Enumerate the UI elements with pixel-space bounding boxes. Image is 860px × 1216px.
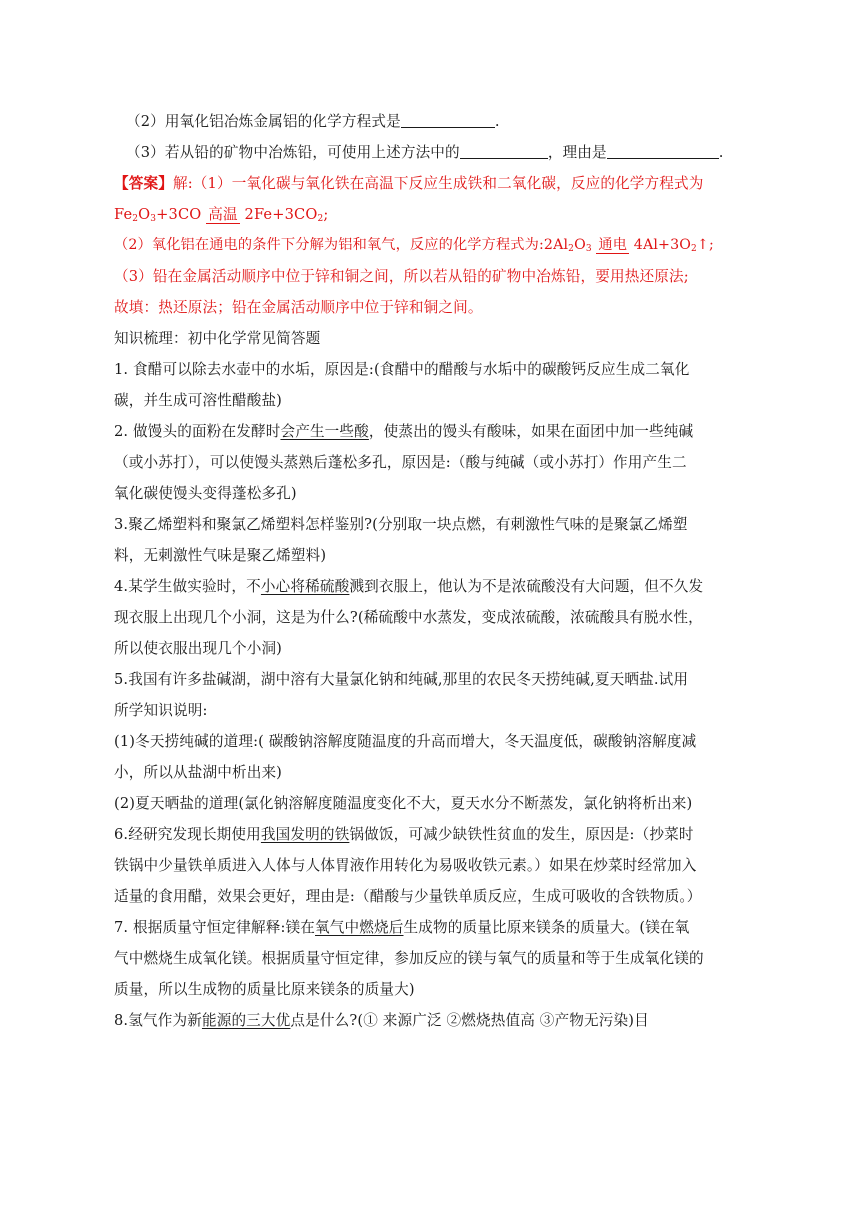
answer-tag: 【答案】 — [114, 175, 173, 192]
item-text: 生成物的质量比原来镁条的质量大。(镁在氧 — [403, 919, 690, 936]
item-text: 4.某学生做实验时，不 — [114, 578, 261, 595]
underlined-text: 小心将稀硫酸 — [260, 578, 350, 595]
item-6-line — [114, 819, 744, 850]
item-6-line — [114, 881, 744, 912]
item-text: 质量，所以生成物的质量比原来镁条的质量大) — [114, 981, 415, 998]
reaction-condition: 高温 — [208, 206, 238, 223]
answer-blank[interactable] — [607, 143, 719, 159]
question-3-mid: ，理由是 — [547, 144, 607, 161]
answer-text-1: 解:（1）一氧化碳与氧化铁在高温下反应生成铁和二氧化碳，反应的化学方程式为 — [172, 175, 704, 192]
item-text: 适量的食用醋，效果会更好，理由是:（醋酸与少量铁单质反应，生成可吸收的含铁物质。） — [114, 888, 702, 905]
item-text: 所学知识说明: — [114, 702, 208, 719]
item-1-line — [114, 354, 744, 385]
eq-part: O — [138, 206, 151, 223]
question-3-end: . — [718, 144, 724, 161]
item-2-line — [114, 416, 744, 447]
item-text: ，使蒸出的馒头有酸味，如果在面团中加一些纯碱 — [368, 423, 694, 440]
answer-blank[interactable] — [401, 112, 495, 128]
item-6-line — [114, 850, 744, 881]
item-text: 7. 根据质量守恒定律解释:镁在 — [114, 919, 316, 936]
eq-part: 4Al+3O — [633, 237, 692, 253]
item-text: 氧化碳使馒头变得蓬松多孔) — [114, 485, 297, 502]
question-3-text: （3）若从铅的矿物中冶炼铅，可使用上述方法中的 — [126, 144, 460, 161]
question-2-text: （2）用氧化铝冶炼金属铝的化学方程式是 — [126, 113, 401, 130]
eq-part: ↑; — [696, 237, 714, 253]
answer-line-5 — [114, 292, 744, 323]
underlined-text: 会产生一些酸 — [280, 423, 369, 440]
item-text: 2. 做馒头的面粉在发酵时 — [114, 423, 281, 440]
item-4-line — [114, 633, 744, 664]
item-7-line — [114, 943, 744, 974]
item-text: 点是什么?(① 来源广泛 ②燃烧热值高 ③产物无污染)目 — [290, 1012, 649, 1029]
item-8-line — [114, 1005, 744, 1036]
item-5-line — [114, 726, 744, 757]
item-text: 所以使衣服出现几个小洞) — [114, 640, 283, 657]
item-text: 气中燃烧生成氧化镁。根据质量守恒定律，参加反应的镁与氧气的质量和等于生成氧化镁的 — [114, 950, 704, 967]
document-body — [114, 106, 744, 1036]
item-text: 8.氢气作为新 — [114, 1012, 202, 1029]
underlined-text: 我国发明的铁 — [260, 826, 350, 843]
item-4-line — [114, 571, 744, 602]
question-3 — [126, 137, 744, 168]
underlined-text: 能源的三大优 — [201, 1012, 291, 1029]
item-text: 3.聚乙烯塑料和聚氯乙烯塑料怎样鉴别?(分别取一块点燃，有刺激性气味的是聚氯乙烯塑 — [114, 516, 688, 533]
item-text: 锅做饭，可减少缺铁性贫血的发生，原因是:（抄菜时 — [349, 826, 694, 843]
question-2 — [126, 106, 744, 137]
eq-part: Fe — [114, 206, 133, 223]
answer-equation-1 — [114, 199, 744, 230]
item-text: 1. 食醋可以除去水壶中的水垢，原因是:(食醋中的醋酸与水垢中的碳酸钙反应生成二氧化 — [114, 361, 690, 378]
item-text: (1)冬天捞纯碱的道理:( 碳酸钠溶解度随温度的升高而增大，冬天温度低，碳酸钠溶解度减 — [114, 733, 697, 750]
section-title-text: 知识梳理：初中化学常见简答题 — [114, 330, 321, 347]
question-2-end: . — [494, 113, 500, 130]
subscript: 2 — [691, 244, 697, 254]
item-text: 料，无刺激性气味是聚乙烯塑料) — [114, 547, 327, 564]
answer-line-3 — [114, 230, 744, 261]
item-text: 现衣服上出现几个小洞，这是为什么?(稀硫酸中水蒸发，变成浓硫酸，浓硫酸具有脱水性， — [114, 609, 703, 626]
answer-blank[interactable] — [460, 143, 548, 159]
item-5-line — [114, 664, 744, 695]
answer-text-3: （2）氧化铝在通电的条件下分解为铝和氧气，反应的化学方程式为: — [114, 237, 544, 253]
item-3-line — [114, 509, 744, 540]
item-text: 5.我国有许多盐碱湖，湖中溶有大量氯化钠和纯碱,那里的农民冬天捞纯碱,夏天晒盐.试用 — [114, 671, 689, 688]
eq-part: 2Fe+3CO — [244, 206, 318, 223]
item-text: (2)夏天晒盐的道理(氯化钠溶解度随温度变化不大，夏天水分不断蒸发，氯化钠将析出来) — [114, 795, 693, 812]
answer-line-1 — [114, 168, 744, 199]
item-5-line — [114, 788, 744, 819]
item-2-line — [114, 478, 744, 509]
section-title — [114, 323, 744, 354]
item-text: 小，所以从盐湖中析出来) — [114, 764, 283, 781]
eq-part: ; — [323, 206, 329, 223]
item-text: 6.经研究发现长期使用 — [114, 826, 261, 843]
subscript: 2 — [132, 214, 139, 224]
item-7-line — [114, 912, 744, 943]
eq-part: O — [574, 237, 586, 253]
subscript: 2 — [317, 214, 324, 224]
item-5-line — [114, 757, 744, 788]
item-2-line — [114, 447, 744, 478]
eq-part: 2Al — [543, 237, 569, 253]
item-text: （或小苏打），可以使馒头蒸熟后蓬松多孔，原因是:（酸与纯碱（或小苏打）作用产生二 — [114, 454, 687, 471]
reaction-condition: 通电 — [598, 237, 628, 253]
item-7-line — [114, 974, 744, 1005]
subscript: 2 — [568, 244, 575, 254]
subscript: 3 — [585, 244, 592, 254]
item-text: 溅到衣服上，他认为不是浓硫酸没有大问题，但不久发 — [349, 578, 704, 595]
item-3-line — [114, 540, 744, 571]
answer-text-4: （3）铅在金属活动顺序中位于锌和铜之间，所以若从铅的矿物中冶炼铅，要用热还原法; — [114, 268, 689, 285]
answer-text-5: 故填：热还原法；铅在金属活动顺序中位于锌和铜之间。 — [114, 299, 483, 316]
answer-line-4 — [114, 261, 744, 292]
underlined-text: 氧气中燃烧后 — [315, 919, 404, 936]
item-4-line — [114, 602, 744, 633]
item-1-line — [114, 385, 744, 416]
item-text: 碳，并生成可溶性醋酸盐) — [114, 392, 283, 409]
eq-part: +3CO — [156, 206, 202, 223]
item-text: 铁锅中少量铁单质进入人体与人体胃液作用转化为易吸收铁元素。）如果在炒菜时经常加入 — [114, 857, 697, 874]
item-5-line — [114, 695, 744, 726]
subscript: 3 — [150, 214, 157, 224]
